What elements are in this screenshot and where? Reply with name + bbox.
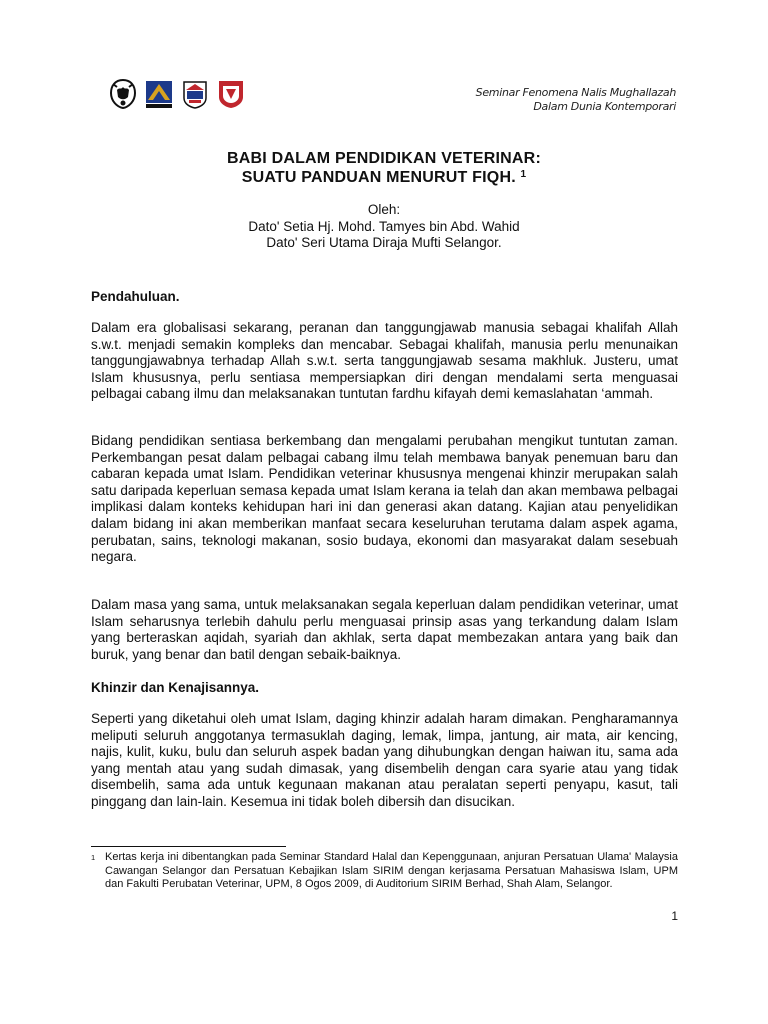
title-line-1: BABI DALAM PENDIDIKAN VETERINAR:	[227, 150, 541, 167]
header-logos	[108, 76, 246, 112]
title-line-2	[0, 168, 768, 187]
footnote	[91, 851, 678, 892]
faculty-logo-icon	[216, 78, 246, 110]
byline-label: Oleh:	[367, 202, 401, 217]
footnote-divider	[91, 846, 286, 847]
title-footnote-ref: 1	[520, 169, 527, 180]
seminar-line-1: Seminar Fenomena Nalis Mughallazah	[475, 86, 676, 99]
byline-position: Dato' Seri Utama Diraja Mufti Selangor.	[266, 235, 502, 250]
seminar-header	[476, 86, 676, 114]
footnote-mark: 1	[91, 853, 96, 862]
title-line-2-text: SUATU PANDUAN MENURUT FIQH.	[241, 169, 516, 186]
document-title	[0, 149, 768, 187]
paragraph-khinzir-1: Seperti yang diketahui oleh umat Islam, daging khinzir adalah haram dimakan. Pengharamannya meliputi seluruh anggotanya termasuklah daging, lemak, limpa, jantung, air mata, air kencing, najis, kulit, kuku, bulu dan seluruh aspek badan yang dihubungkan dengan haiwan itu, sama ada yang mentah atau yang sudah dimasak, yang disembelih dengan cara syarie atau yang tidak disembelih, sama ada untuk kegunaan makanan atau peralatan seperti penyapu, kasut, tali pinggang dan lain-lain. Kesemua ini tidak boleh dibersih dan disucikan.	[91, 711, 678, 809]
byline	[0, 202, 768, 252]
upm-logo-icon	[180, 78, 210, 110]
byline-author: Dato' Setia Hj. Mohd. Tamyes bin Abd. Wahid	[248, 218, 520, 234]
crest-logo-icon	[108, 78, 138, 110]
seminar-line-2: Dalam Dunia Kontemporari	[533, 100, 676, 113]
footnote-text: Kertas kerja ini dibentangkan pada Seminar Standard Halal dan Kepenggunaan, anjuran Persatuan Ulama' Malaysia Cawangan Selangor dan Persatuan Kebajikan Islam SIRIM dengan kerjasama Persatuan Mahasiswa Islam, UPM dan Fakulti Perubatan Veterinar, UPM, 8 Ogos 2009, di Auditorium SIRIM Berhad, Shah Alam, Selangor.	[105, 850, 678, 891]
paragraph-intro-2: Bidang pendidikan sentiasa berkembang dan mengalami perubahan mengikut tuntutan zaman. Perkembangan pesat dalam pelbagai cabang ilmu telah membawa banyak penemuan baru dan cabaran kepada umat Islam. Pendidikan veterinar khususnya mengenai khinzir merupakan salah satu daripada keperluan semasa kepada umat Islam kerana ia telah dan akan membawa pelbagai implikasi dalam konteks kehidupan hari ini dan generasi akan datang. Kajian atau penyelidikan dalam bidang ini akan memberikan manfaat secara keseluruhan terutama dalam aspek agama, perubatan, sains, teknologi makanan, sosio budaya, ekonomi dan masyarakat dalam sesebuah negara.	[91, 433, 678, 565]
page-number: 1	[671, 909, 678, 923]
sirim-logo-icon	[144, 78, 174, 110]
section-heading-khinzir: Khinzir dan Kenajisannya.	[91, 680, 260, 695]
paragraph-intro-1: Dalam era globalisasi sekarang, peranan dan tanggungjawab manusia sebagai khalifah Allah s.w.t. menjadi semakin kompleks dan mencabar. Sebagai khalifah, manusia perlu menunaikan tanggungjawabnya terhadap Allah s.w.t. serta tanggungjawab sesama makhluk. Justeru, umat Islam khususnya, perlu sentiasa mempersiapkan diri dengan mendalami serta menguasai pelbagai cabang ilmu dan melaksanakan tuntutan fardhu kifayah demi kemaslahatan ‘ammah.	[91, 320, 678, 402]
paragraph-intro-3: Dalam masa yang sama, untuk melaksanakan segala keperluan dalam pendidikan veterinar, umat Islam seharusnya terlebih dahulu perlu menguasai prinsip asas yang terkandung dalam Islam yang berteraskan aqidah, syariah dan akhlak, serta dapat membezakan antara yang baik dan buruk, yang benar dan batil dengan sebaik-baiknya.	[91, 597, 678, 662]
section-heading-pendahuluan: Pendahuluan.	[91, 289, 180, 304]
